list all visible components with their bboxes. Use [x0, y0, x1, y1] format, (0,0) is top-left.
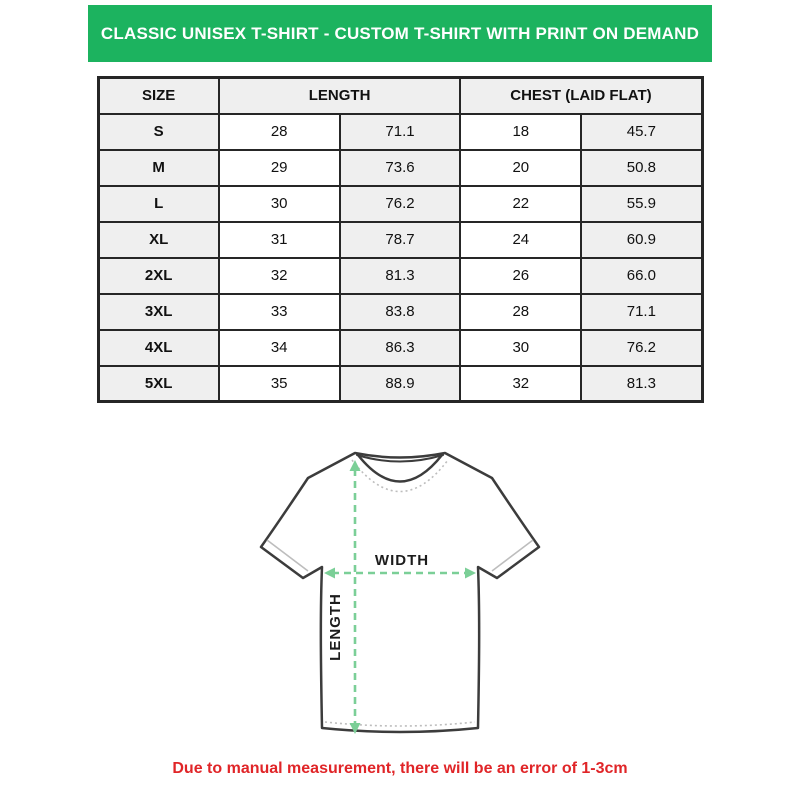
size-cell: XL	[98, 222, 219, 258]
chest-cm-cell: 66.0	[581, 258, 702, 294]
table-row	[98, 258, 702, 294]
length-in-cell: 31	[219, 222, 340, 258]
chest-in-cell: 32	[460, 366, 581, 402]
length-in-cell: 33	[219, 294, 340, 330]
tshirt-icon	[240, 435, 560, 755]
table-row	[98, 150, 702, 186]
size-cell: 2XL	[98, 258, 219, 294]
length-cm-cell: 76.2	[340, 186, 461, 222]
chest-cm-cell: 71.1	[581, 294, 702, 330]
width-label: WIDTH	[374, 552, 430, 569]
chest-cm-cell: 81.3	[581, 366, 702, 402]
col-header-chest: CHEST (LAID FLAT)	[460, 78, 702, 114]
length-cm-cell: 88.9	[340, 366, 461, 402]
chest-cm-cell: 60.9	[581, 222, 702, 258]
chest-cm-cell: 55.9	[581, 186, 702, 222]
size-cell: L	[98, 186, 219, 222]
size-cell: M	[98, 150, 219, 186]
length-label: LENGTH	[327, 593, 344, 661]
table-row	[98, 186, 702, 222]
table-row	[98, 330, 702, 366]
size-cell: 5XL	[98, 366, 219, 402]
size-table	[97, 76, 704, 403]
size-chart-page	[0, 5, 800, 800]
length-cm-cell: 73.6	[340, 150, 461, 186]
page-title: CLASSIC UNISEX T-SHIRT - CUSTOM T-SHIRT WITH PRINT ON DEMAND	[100, 23, 700, 43]
length-cm-cell: 83.8	[340, 294, 461, 330]
size-cell: S	[98, 114, 219, 150]
table-row	[98, 222, 702, 258]
table-row	[98, 294, 702, 330]
chest-in-cell: 20	[460, 150, 581, 186]
chest-in-cell: 24	[460, 222, 581, 258]
chest-in-cell: 26	[460, 258, 581, 294]
chest-cm-cell: 50.8	[581, 150, 702, 186]
length-in-cell: 32	[219, 258, 340, 294]
table-row	[98, 114, 702, 150]
length-in-cell: 30	[219, 186, 340, 222]
chest-in-cell: 30	[460, 330, 581, 366]
measurement-note-text: Due to manual measurement, there will be an error of 1-3cm	[172, 760, 628, 777]
tshirt-diagram	[0, 435, 800, 760]
table-row	[98, 366, 702, 402]
col-header-size: SIZE	[98, 78, 219, 114]
tshirt-outline	[261, 453, 539, 732]
chest-cm-cell: 45.7	[581, 114, 702, 150]
length-cm-cell: 81.3	[340, 258, 461, 294]
title-banner	[88, 5, 712, 62]
length-in-cell: 29	[219, 150, 340, 186]
chest-in-cell: 28	[460, 294, 581, 330]
chest-in-cell: 18	[460, 114, 581, 150]
size-cell: 4XL	[98, 330, 219, 366]
measurement-note	[0, 760, 800, 778]
col-header-length: LENGTH	[219, 78, 461, 114]
size-cell: 3XL	[98, 294, 219, 330]
length-cm-cell: 86.3	[340, 330, 461, 366]
length-cm-cell: 78.7	[340, 222, 461, 258]
length-cm-cell: 71.1	[340, 114, 461, 150]
length-in-cell: 34	[219, 330, 340, 366]
chest-cm-cell: 76.2	[581, 330, 702, 366]
chest-in-cell: 22	[460, 186, 581, 222]
length-in-cell: 28	[219, 114, 340, 150]
table-header-row	[98, 78, 702, 114]
length-in-cell: 35	[219, 366, 340, 402]
